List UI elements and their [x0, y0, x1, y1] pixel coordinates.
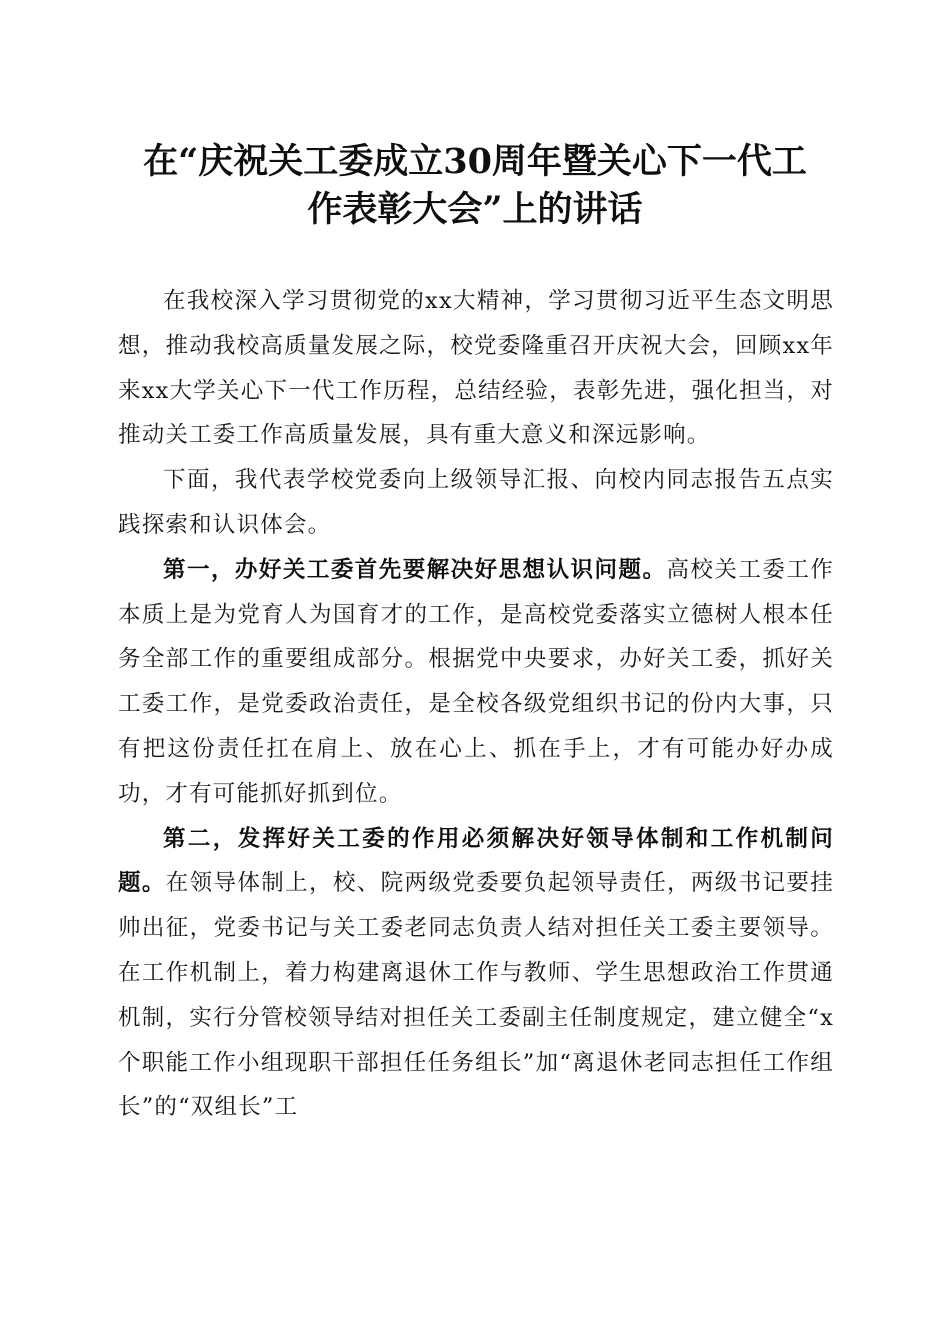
paragraph-text: 高校关工委工作本质上是为党育人为国育才的工作，是高校党委落实立德树人根本任务全部工作的重要组成部分。根据党中央要求，办好关工委，抓好关工委工作，是党委政治责任，是全校各级党组织书记的份内大事，只有把这份责任扛在肩上、放在心上、抓在手上，才有可能办好办成功，才有可能抓好抓到位。	[118, 556, 834, 807]
title-line-1: 在“庆祝关工委成立30周年暨关心下一代工	[143, 141, 807, 182]
paragraph-point-1	[118, 548, 834, 817]
paragraph-text: 在领导体制上，校、院两级党委要负起领导责任，两级书记要挂帅出征，党委书记与关工委老同志负责人结对担任关工委主要领导。在工作机制上，着力构建离退休工作与教师、学生思想政治工作贯通机制，实行分管校领导结对担任关工委副主任制度规定，建立健全“x个职能工作小组现职干部担任任务组长”加“离退休老同志担任工作组长”的“双组长”工	[118, 870, 834, 1121]
document-title	[100, 138, 850, 234]
paragraph-point-2	[118, 817, 834, 1131]
title-line-2: 作表彰大会”上的讲话	[307, 189, 643, 230]
paragraph-text: 下面，我代表学校党委向上级领导汇报、向校内同志报告五点实践探索和认识体会。	[118, 467, 834, 538]
paragraph-intro	[118, 279, 834, 458]
document-body	[118, 279, 834, 1130]
paragraph-overview	[118, 458, 834, 548]
paragraph-lead: 第二，发挥好关工委的作用必须解决好领导体制和工作机制问题。	[118, 825, 834, 897]
paragraph-text: 在我校深入学习贯彻党的xx大精神，学习贯彻习近平生态文明思想，推动我校高质量发展之际，校党委隆重召开庆祝大会，回顾xx年来xx大学关心下一代工作历程，总结经验，表彰先进，强化担当，对推动关工委工作高质量发展，具有重大意义和深远影响。	[118, 288, 834, 449]
paragraph-lead: 第一，办好关工委首先要解决好思想认识问题。	[163, 556, 667, 583]
